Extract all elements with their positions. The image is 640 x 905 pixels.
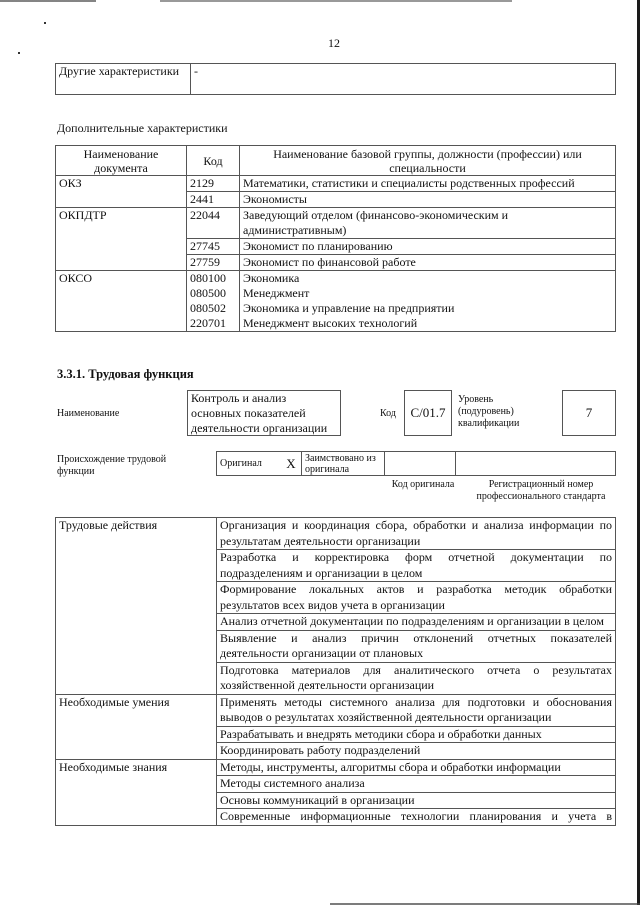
doc-okz: ОКЗ: [56, 176, 187, 208]
other-characteristics-value: -: [191, 64, 616, 95]
additional-characteristics-title: Дополнительные характеристики: [57, 121, 228, 135]
table-row: [56, 518, 616, 550]
code-line: 080500: [190, 286, 226, 300]
code-cell: 27759: [187, 255, 240, 271]
name-cell: Экономист по финансовой работе: [240, 255, 616, 271]
labor-details-table: [55, 517, 616, 826]
action-item: Анализ отчетной документации по подразделениям и организации в целом: [217, 614, 616, 631]
name-line: Менеджмент: [243, 286, 310, 300]
action-item: Формирование локальных актов и разработка методик обработки результатов всех видов учета в организации: [217, 582, 616, 614]
name-cell: Экономист по планированию: [240, 239, 616, 255]
actions-label: Трудовые действия: [56, 518, 217, 695]
page-number: 12: [328, 36, 340, 50]
action-item: Выявление и анализ причин отклонений отчетных показателей деятельности организации от плановых: [217, 630, 616, 662]
doc-okso: ОКСО: [56, 271, 187, 332]
original-mark: X: [281, 452, 302, 476]
code-cell: 22044: [187, 208, 240, 239]
code-cell: 27745: [187, 239, 240, 255]
scan-speck: [44, 22, 46, 24]
additional-characteristics-table: [55, 145, 616, 332]
name-value: Контроль и анализ основных показателей деятельности организации: [187, 390, 341, 436]
table-row: [56, 271, 616, 332]
skills-label: Необходимые умения: [56, 694, 217, 759]
table-row: [56, 208, 616, 239]
table-row: [56, 694, 616, 726]
name-cell: Заведующий отделом (финансово-экономическим и административным): [240, 208, 616, 239]
code-cell-multi: [187, 271, 240, 332]
borrowed-label: Заимствовано из оригинала: [302, 452, 385, 476]
header-doc-name: Наименование документа: [56, 146, 187, 176]
code-line: 080100: [190, 271, 226, 285]
scan-speck: [18, 52, 20, 54]
original-code-field: [385, 452, 456, 476]
table-row: [56, 759, 616, 776]
code-cell: 2441: [187, 192, 240, 208]
name-cell: Математики, статистики и специалисты родственных профессий: [240, 176, 616, 192]
origin-label: Происхождение трудовой функции: [57, 454, 167, 477]
skill-item: Координировать работу подразделений: [217, 743, 616, 760]
reg-number-caption: Регистрационный номер профессионального стандарта: [476, 479, 606, 502]
original-label: Оригинал: [217, 452, 282, 476]
code-cell: 2129: [187, 176, 240, 192]
origin-table: [216, 451, 616, 476]
labor-function-title: 3.3.1. Трудовая функция: [57, 367, 194, 381]
header-code: Код: [187, 146, 240, 176]
knowledge-item: Методы, инструменты, алгоритмы сбора и обработки информации: [217, 759, 616, 776]
code-line: 220701: [190, 316, 226, 330]
name-line: Менеджмент высоких технологий: [243, 316, 418, 330]
knowledge-item: Современные информационные технологии планирования и учета в: [217, 809, 616, 826]
knowledge-label: Необходимые знания: [56, 759, 217, 825]
skill-item: Разрабатывать и внедрять методики сбора и обработки данных: [217, 726, 616, 743]
skill-item: Применять методы системного анализа для подготовки и обоснования выводов о результатах хозяйственной деятельности организации: [217, 694, 616, 726]
doc-okpdtr: ОКПДТР: [56, 208, 187, 271]
scan-edge-top: [0, 0, 640, 2]
code-line: 080502: [190, 301, 226, 315]
level-value: 7: [562, 390, 616, 436]
header-group-name: Наименование базовой группы, должности (профессии) или специальности: [240, 146, 616, 176]
original-code-caption: Код оригинала: [391, 479, 455, 490]
name-line: Экономика и управление на предприятии: [243, 301, 455, 315]
table-row: [56, 176, 616, 192]
action-item: Организация и координация сбора, обработки и анализа информации по результатам деятельности организации: [217, 518, 616, 550]
action-item: Подготовка материалов для аналитического отчета о результатах хозяйственной деятельности организации: [217, 662, 616, 694]
knowledge-item: Основы коммуникаций в организации: [217, 792, 616, 809]
code-value: C/01.7: [404, 390, 452, 436]
level-label: Уровень (подуровень) квалификации: [458, 394, 520, 429]
action-item: Разработка и корректировка форм отчетной документации по подразделениям и организации в целом: [217, 550, 616, 582]
other-characteristics-table: [55, 63, 616, 95]
name-label: Наименование: [57, 408, 120, 419]
name-line: Экономика: [243, 271, 300, 285]
other-characteristics-label: Другие характеристики: [56, 64, 191, 95]
reg-number-field: [456, 452, 616, 476]
knowledge-item: Методы системного анализа: [217, 776, 616, 793]
name-cell: Экономисты: [240, 192, 616, 208]
code-label: Код: [380, 408, 396, 419]
name-cell-multi: [240, 271, 616, 332]
